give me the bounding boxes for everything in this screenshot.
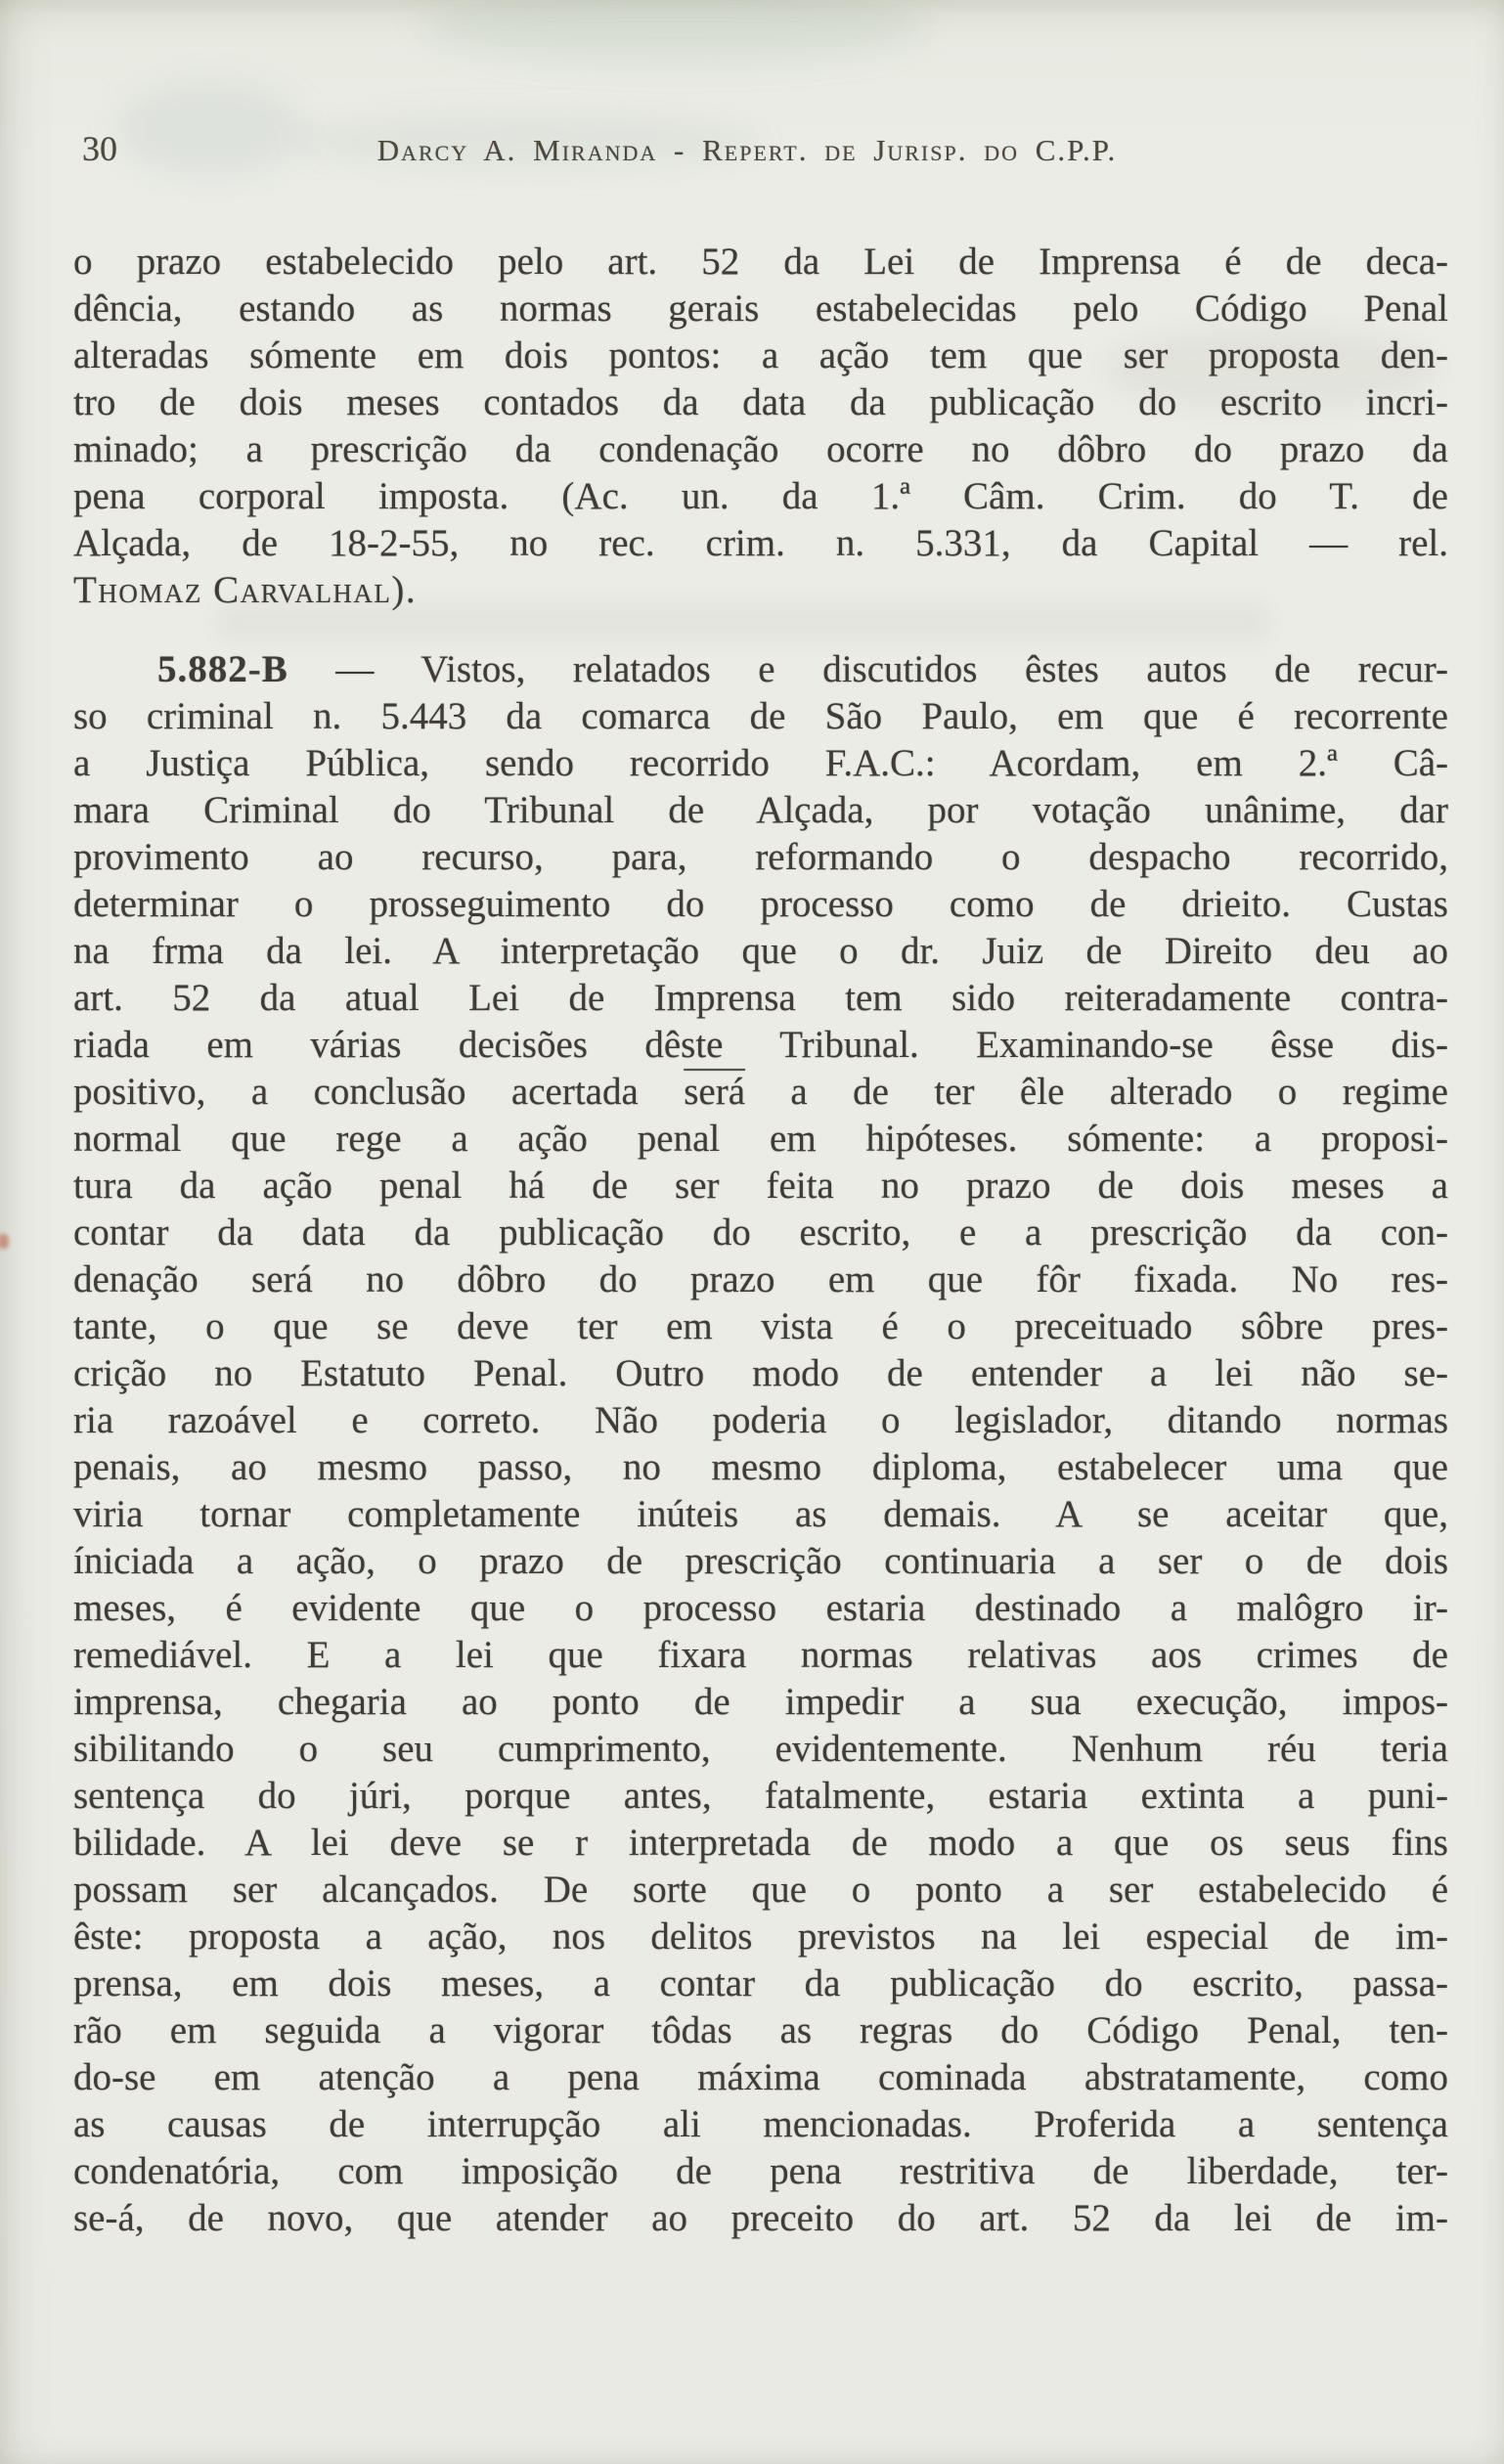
ink-smudge (0, 1234, 9, 1249)
text-segment: rão em seguida a vigorar tôdas as regras do Código Penal, ten- (73, 2009, 1448, 2051)
text-segment: minado; a prescrição da condenação ocorre no dôbro do prazo da (73, 428, 1448, 470)
text-line (73, 1726, 1448, 1773)
text-segment: Thomaz Carvalhal). (73, 569, 418, 611)
paragraph (73, 646, 1448, 2242)
text-line (73, 567, 1448, 614)
text-segment: dência, estando as normas gerais estabelecidas pelo Código Penal (73, 287, 1448, 330)
text-line (73, 520, 1448, 567)
text-segment: crição no Estatuto Penal. Outro modo de entender a lei não se- (73, 1352, 1448, 1394)
page-number: 30 (82, 129, 117, 168)
text-line (73, 928, 1448, 975)
text-line (73, 1960, 1448, 2007)
text-line (73, 834, 1448, 881)
text-segment: contar da data da publicação do escrito, e a prescrição da con- (73, 1211, 1448, 1254)
text-segment: normal que rege a ação penal em hipóteses. sómente: a proposi- (73, 1118, 1448, 1160)
text-segment: sentença do júri, porque antes, fatalmente, estaria extinta a puni- (73, 1775, 1448, 1817)
text-segment: alteradas sómente em dois pontos: a ação tem que ser proposta den- (73, 334, 1448, 376)
text-segment: imprensa, chegaria ao ponto de impedir a sua execução, impos- (73, 1681, 1448, 1723)
text-segment: condenatória, com imposição de pena restritiva de liberdade, ter- (73, 2150, 1448, 2192)
text-segment: Alçada, de 18-2-55, no rec. crim. n. 5.331, da Capital — rel. (73, 522, 1448, 564)
text-segment: positivo, a conclusão acertada (73, 1071, 685, 1113)
text-segment: na frma da lei. A interpretação que o dr. Juiz de Direito deu ao (73, 930, 1448, 972)
text-line (73, 332, 1448, 379)
text-line (73, 2195, 1448, 2242)
text-line (73, 2007, 1448, 2054)
text-line (73, 1538, 1448, 1585)
text-line (73, 1069, 1448, 1116)
text-line (73, 2101, 1448, 2148)
text-segment: provimento ao recurso, para, reformando o despacho recorrido, (73, 836, 1448, 878)
text-line (73, 1303, 1448, 1350)
text-line (73, 1116, 1448, 1163)
text-line (73, 881, 1448, 928)
text-segment: as causas de interrupção ali mencionadas. Proferida a sentença (73, 2103, 1448, 2145)
text-line (73, 1585, 1448, 1632)
text-line (73, 787, 1448, 834)
text-segment: o prazo estabelecido pelo art. 52 da Lei de Imprensa é de deca- (73, 241, 1448, 283)
text-line (73, 646, 1448, 693)
text-line (73, 740, 1448, 787)
bleed-through-mark (420, 0, 929, 64)
text-segment: determinar o prosseguimento do processo como de drieito. Custas (73, 883, 1448, 925)
text-segment: remediável. E a lei que fixara normas relativas aos crimes de (73, 1634, 1448, 1676)
text-segment: bilidade. A lei deve se r interpretada de modo a que os seus fins (73, 1822, 1448, 1864)
text-segment: a Justiça Pública, sendo recorrido F.A.C.: Acordam, em 2.ª Câ- (73, 742, 1448, 784)
text-segment: tura da ação penal há de ser feita no prazo de dois meses a (73, 1165, 1448, 1207)
text-line (73, 1491, 1448, 1538)
text-line (73, 1350, 1448, 1397)
text-line (73, 1210, 1448, 1256)
case-number: 5.882-B (157, 648, 288, 690)
text-segment: a de ter êle alterado o regime (745, 1071, 1448, 1113)
text-segment: será (684, 1071, 746, 1113)
text-segment: penais, ao mesmo passo, no mesmo diploma, estabelecer uma que (73, 1446, 1448, 1488)
text-segment: art. 52 da atual Lei de Imprensa tem sido reiteradamente contra- (73, 977, 1448, 1019)
text-line (73, 693, 1448, 740)
text-segment: — Vistos, relatados e discutidos êstes autos de recur- (288, 648, 1448, 690)
text-line (73, 1256, 1448, 1303)
text-line (73, 239, 1448, 286)
text-line (73, 379, 1448, 426)
text-segment: viria tornar completamente inúteis as demais. A se aceitar que, (73, 1493, 1448, 1535)
text-segment: denação será no dôbro do prazo em que fôr fixada. No res- (73, 1258, 1448, 1300)
text-line (73, 286, 1448, 332)
text-line (73, 2148, 1448, 2195)
text-line (73, 2054, 1448, 2101)
text-line (73, 1773, 1448, 1820)
text-segment: íniciada a ação, o prazo de prescrição continuaria a ser o de dois (73, 1540, 1448, 1582)
text-segment: riada em várias decisões dêste Tribunal. Examinando-se êsse dis- (73, 1024, 1448, 1066)
paragraph (73, 239, 1448, 614)
text-segment: mara Criminal do Tribunal de Alçada, por votação unânime, dar (73, 789, 1448, 831)
text-segment: meses, é evidente que o processo estaria destinado a malôgro ir- (73, 1587, 1448, 1629)
page-body (73, 239, 1448, 2242)
text-line (73, 1914, 1448, 1960)
text-line (73, 1867, 1448, 1914)
text-segment: tro de dois meses contados da data da publicação do escrito incri- (73, 381, 1448, 423)
text-line (73, 473, 1448, 520)
text-segment: ria razoável e correto. Não poderia o legislador, ditando normas (73, 1399, 1448, 1441)
text-line (73, 426, 1448, 473)
text-line (73, 1632, 1448, 1679)
text-segment: prensa, em dois meses, a contar da publicação do escrito, passa- (73, 1962, 1448, 2004)
text-line (73, 1444, 1448, 1491)
text-line (73, 975, 1448, 1022)
text-line (73, 1820, 1448, 1867)
text-segment: so criminal n. 5.443 da comarca de São Paulo, em que é recorrente (73, 695, 1448, 737)
text-segment: se-á, de novo, que atender ao preceito do art. 52 da lei de im- (73, 2197, 1448, 2239)
running-header: Darcy A. Miranda - Repert. de Jurisp. do C.P.P. (376, 133, 1118, 167)
text-segment: tante, o que se deve ter em vista é o preceituado sôbre pres- (73, 1305, 1448, 1347)
text-line (73, 1163, 1448, 1210)
text-line (73, 1679, 1448, 1726)
text-segment: possam ser alcançados. De sorte que o ponto a ser estabelecido é (73, 1869, 1448, 1911)
text-segment: sibilitando o seu cumprimento, evidentemente. Nenhum réu teria (73, 1728, 1448, 1770)
text-line (73, 1397, 1448, 1444)
text-line (73, 1022, 1448, 1069)
text-segment: êste: proposta a ação, nos delitos previstos na lei especial de im- (73, 1915, 1448, 1958)
text-segment: do-se em atenção a pena máxima cominada abstratamente, como (73, 2056, 1448, 2098)
text-segment: pena corporal imposta. (Ac. un. da 1.ª Câm. Crim. do T. de (73, 475, 1448, 517)
